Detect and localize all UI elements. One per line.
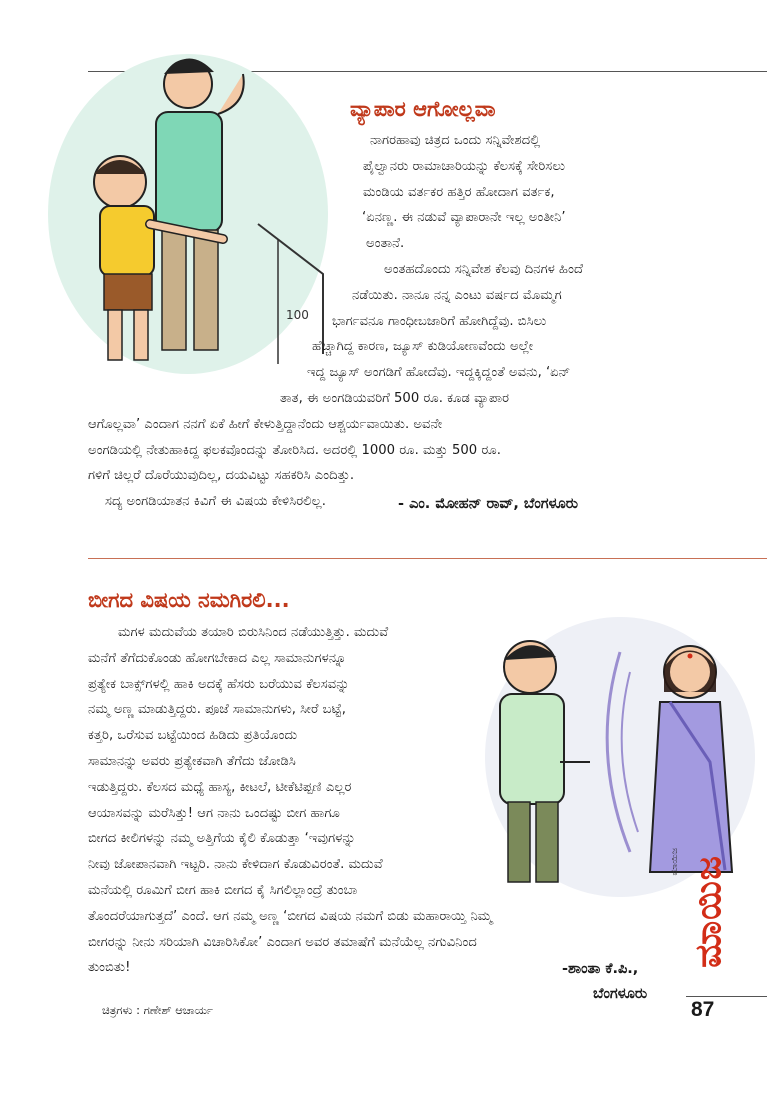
story1-line: ನಡೆಯಿತು. ನಾನೂ ನನ್ನ ಎಂಟು ವರ್ಷದ ಮೊಮ್ಮಗ (352, 287, 562, 303)
side-section-label: ಮಾಯಿಜ (688, 855, 729, 968)
story2-line: ಮನೆಗೆ ತೆಗೆದುಕೊಂಡು ಹೋಗಬೇಕಾದ ಎಲ್ಲ ಸಾಮಾನುಗಳನ್ನೂ (88, 650, 347, 666)
story1-line: ಮಂಡಿಯ ವರ್ತಕರ ಹತ್ತಿರ ಹೋದಾಗ ವರ್ತಕ, (363, 184, 555, 200)
story1-line: ಗಳಿಗೆ ಚಿಲ್ಲರೆ ದೊರೆಯುವುದಿಲ್ಲ, ದಯವಿಟ್ಟು ಸಹಕರಿಸಿ ಎಂದಿತ್ತು. (88, 468, 355, 484)
story1-line: ಅಂತಹದೊಂದು ಸನ್ನಿವೇಶ ಕೆಲವು ದಿನಗಳ ಹಿಂದೆ (384, 261, 584, 277)
story1-line: ಭಾರ್ಗವನೂ ಗಾಂಧೀಬಜಾರಿಗೆ ಹೋಗಿದ್ದೆವು. ಬಿಸಿಲು (332, 313, 547, 329)
story1-line: ಹೆಚ್ಚಾಗಿದ್ದ ಕಾರಣ, ಜ್ಯೂಸ್ ಕುಡಿಯೋಣವೆಂದು ಅಲ್ಲೇ (312, 339, 534, 355)
story2-line: ಕತ್ತರಿ, ಒರೆಸುವ ಬಟ್ಟೆಯಿಂದ ಹಿಡಿದು ಪ್ರತಿಯೊಂದು (88, 728, 298, 744)
svg-text:100: 100 (286, 308, 309, 322)
story2-line: ಆಯಾಸವನ್ನು ಮರೆಸಿತ್ತು! ಆಗ ನಾನು ಒಂದಷ್ಟು ಬೀಗ ಹಾಗೂ (88, 805, 340, 821)
story1-title: ವ್ಯಾಪಾರ ಆಗೋಲ್ಲವಾ (350, 97, 496, 121)
story1-line: ಆಗೊಲ್ಲವಾ’ ಎಂದಾಗ ನನಗೆ ಏಕೆ ಹೀಗೆ ಕೇಳುತ್ತಿದ್ದಾನೆಂದು ಆಶ್ಚರ್ಯವಾಯಿತು. ಅವನೇ (88, 416, 443, 432)
story2-line: ಪ್ರತ್ಯೇಕ ಬಾಕ್ಸ್‌ಗಳಲ್ಲಿ ಹಾಕಿ ಅದಕ್ಕೆ ಹೆಸರು ಬರೆಯುವ ಕೆಲಸವನ್ನು (88, 676, 350, 692)
story2-line: ತೊಂದರೆಯಾಗುತ್ತದೆ’ ಎಂದೆ. ಆಗ ನಮ್ಮ ಅಣ್ಣ ‘ಬೀಗದ ವಿಷಯ ನಮಗೆ ಬಿಡು ಮಹಾರಾಯ್ತಿ ನಿಮ್ಮ (88, 908, 493, 924)
story2-signature-place: ಬೆಂಗಳೂರು (593, 986, 648, 1002)
story2-line: ಮಗಳ ಮದುವೆಯ ತಯಾರಿ ಬಿರುಸಿನಿಂದ ನಡೆಯುತ್ತಿತ್ತು. ಮದುವೆ (118, 625, 389, 640)
illustration-credit: ಚಿತ್ರಗಳು : ಗಣೇಶ್ ಆಚಾರ್ಯ (102, 1003, 213, 1017)
story2-line: ನೀವು ಜೋಪಾನವಾಗಿ ಇಟ್ಟರಿ. ನಾನು ಕೇಳಿದಾಗ ಕೊಡುವಿರಂತೆ. ಮದುವೆ (88, 857, 383, 873)
story2-body (88, 620, 698, 981)
story1-body (88, 128, 688, 515)
story1-line: ‘ಏನಣ್ಣ. ಈ ನಡುವೆ ವ್ಯಾಪಾರಾನೇ ಇಲ್ಲ ಅಂತೀನಿ’ (362, 210, 566, 226)
story1-line: ಅಂಗಡಿಯಲ್ಲಿ ನೇತುಹಾಕಿದ್ದ ಫಲಕವೊಂದನ್ನು ತೋರಿಸಿದ. ಅದರಲ್ಲಿ 1000 ರೂ. ಮತ್ತು 500 ರೂ. (88, 442, 501, 458)
story1-line: ತಾತ, ಈ ಅಂಗಡಿಯವರಿಗೆ 500 ರೂ. ಕೂಡ ವ್ಯಾಪಾರ (280, 390, 510, 406)
story1-signature: - ಎಂ. ಮೋಹನ್ ರಾವ್, ಬೆಂಗಳೂರು (398, 496, 579, 512)
story2-line: ತುಂಬಿತು! (88, 960, 131, 976)
story2-line: ಬೀಗರನ್ನು ನೀನು ಸರಿಯಾಗಿ ವಿಚಾರಿಸಿಕೋ’ ಎಂದಾಗ ಅವರ ತಮಾಷೆಗೆ ಮನೆಯೆಲ್ಲ ನಗುವಿನಿಂದ (88, 934, 477, 950)
story2-line: ನಮ್ಮ ಅಣ್ಣ ಮಾಡುತ್ತಿದ್ದರು. ಪೂಜೆ ಸಾಮಾನುಗಳು, ಸೀರೆ ಬಟ್ಟೆ, (88, 702, 346, 718)
page-number: 87 (691, 998, 715, 1021)
story2-title: ಬೀಗದ ವಿಷಯ ನಮಗಿರಲಿ... (88, 588, 290, 612)
story1-line: ಸದ್ಯ ಅಂಗಡಿಯಾತನ ಕಿವಿಗೆ ಈ ವಿಷಯ ಕೇಳಿಸಿರಲಿಲ್ಲ. (105, 494, 326, 510)
side-section-label-small: ಮಾಯಿಜ (670, 848, 680, 876)
footer-rule (686, 996, 767, 997)
story1-line: ಅಂತಾನೆ. (366, 236, 405, 252)
story1-line: ಇದ್ದ ಜ್ಯೂಸ್ ಅಂಗಡಿಗೆ ಹೋದೆವು. ಇದ್ದಕ್ಕಿದ್ದಂತೆ ಅವನು, ‘ಏನ್ (307, 365, 571, 381)
story2-line: ಸಾಮಾನನ್ನು ಅವರು ಪ್ರತ್ಯೇಕವಾಗಿ ತೆಗೆದು ಜೋಡಿಸಿ (88, 753, 296, 769)
story2-line: ಇಡುತ್ತಿದ್ದರು. ಕೆಲಸದ ಮಧ್ಯೆ ಹಾಸ್ಯ, ಕೀಟಲೆ, ಟೀಕೆಟಿಪ್ಪಣಿ ಎಲ್ಲರ (88, 779, 352, 795)
middle-rule (88, 558, 767, 559)
story1-line: ನಾಗರಹಾವು ಚಿತ್ರದ ಒಂದು ಸನ್ನಿವೇಶದಲ್ಲಿ (370, 133, 541, 148)
story1-line: ಪೈಲ್ವಾನರು ರಾಮಾಚಾರಿಯನ್ನು ಕೆಲಸಕ್ಕೆ ಸೇರಿಸಲು (363, 158, 566, 174)
story2-line: ಬೀಗದ ಕೀಲಿಗಳನ್ನು ನಮ್ಮ ಅತ್ತಿಗೆಯ ಕೈಲಿ ಕೊಡುತ್ತಾ ‘ಇವುಗಳನ್ನು (88, 831, 356, 847)
story2-signature-name: -ಶಾಂತಾ ಕೆ.ಪಿ., (562, 961, 639, 977)
story2-line: ಮನೆಯಲ್ಲಿ ರೂಮಿಗೆ ಬೀಗ ಹಾಕಿ ಬೀಗದ ಕೈ ಸಿಗಲಿಲ್ಲಾಂದ್ರೆ ತುಂಬಾ (88, 882, 358, 898)
